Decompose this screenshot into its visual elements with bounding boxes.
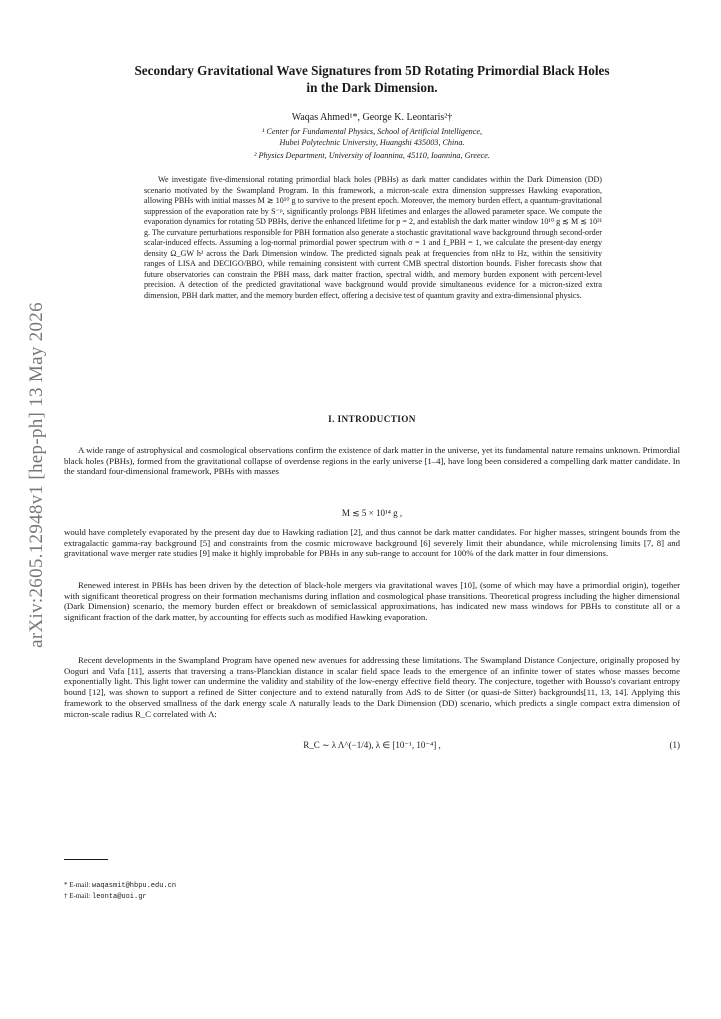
arxiv-identifier: arXiv:2605.12948v1 [hep-ph] 13 May 2026 [26, 302, 48, 648]
affiliation-2: ² Physics Department, University of Ioannina, 45110, Ioannina, Greece. [254, 151, 490, 160]
footnote-1 [64, 880, 176, 891]
section-heading-introduction: I. INTRODUCTION [328, 414, 416, 424]
footnote-rule [64, 859, 108, 860]
affiliation-1-line-1: ¹ Center for Fundamental Physics, School of Artificial Intelligence, [261, 127, 483, 136]
footnote-1-email: waqasmit@hbpu.edu.cn [92, 882, 177, 890]
affiliation-1-line-2: Hubei Polytechnic University, Huangshi 435003, China. [279, 138, 465, 147]
equation-mass-bound: M ≲ 5 × 10¹⁴ g , [341, 508, 403, 518]
abstract: We investigate five-dimensional rotating primordial black holes (PBHs) as dark matter candidates within the Dark Dimension (DD) scenario motivated by the Swampland Program. In this framework, a micron-scale extra dimension suppresses Hawking evaporation, allowing PBHs with initial masses M ≳ 10¹⁰ g to survive to the present epoch. Moreover, the memory burden effect, a quantum-gravitational suppression of the evaporation rate by S⁻ᵖ, significantly prolongs PBH lifetimes and enlarges the allowed parameter space. We compute the evaporation dynamics for rotating 5D PBHs, derive the enhanced lifetime for p = 2, and establish the dark matter window 10¹⁰ g ≲ M ≲ 10²¹ g. The curvature perturbations responsible for PBH formation also generate a stochastic gravitational wave background through second-order scalar-induced effects. Assuming a log-normal primordial power spectrum with σ = 1 and f_PBH = 1, we calculate the present-day energy density Ω_GW h² across the Dark Dimension window. The predicted signals peak at frequencies from nHz to Hz, within the sensitivity ranges of LISA and DECIGO/BBO, while remaining consistent with current CMB spectral distortion bounds. Fisher forecasts show that future observatories can constrain the PBH mass, dark matter fraction, spectral width, and memory burden exponent with percent-level precision. A detection of the predicted gravitational wave background would provide simultaneous evidence for a micron-sized extra dimension, PBH dark matter, and the memory burden effect, offering a decisive test of quantum gravity and extra-dimensional physics. [144, 175, 602, 300]
intro-paragraph-4: Recent developments in the Swampland Program have opened new avenues for addressing these limitations. The Swampland Distance Conjecture, originally proposed by Ooguri and Vafa [11], asserts that traversing a trans-Planckian distance in scalar field space leads to the emergence of an infinite tower of states whose masses become exponentially light. This light tower can undermine the validity and stability of the low-energy effective field theory. The conjecture, together with Bousso's covariant entropy bound [12], was shown to support a refined de Sitter conjecture and to extend naturally from AdS to de Sitter (or quasi-de Sitter) backgrounds[11, 13, 14]. Applying this framework to the observed smallness of the dark energy scale Λ naturally leads to the Dark Dimension (DD) scenario, which predicts a single compact extra dimension of micron-scale radius R_C correlated with Λ: [64, 655, 680, 719]
equation-1-body: R_C ∼ λ Λ^(−1/4), λ ∈ [10⁻¹, 10⁻⁴] , [303, 740, 441, 750]
title-line-1: Secondary Gravitational Wave Signatures from 5D Rotating Primordial Black Holes [134, 63, 610, 78]
intro-paragraph-1: A wide range of astrophysical and cosmological observations confirm the existence of dark matter in the universe, yet its fundamental nature remains unknown. Primordial black holes (PBHs), formed from the gravitational collapse of overdense regions in the early universe [1–4], have long been considered a compelling dark matter candidate. In the standard four-dimensional framework, PBHs with masses [64, 445, 680, 477]
footnote-2-email: leonta@uoi.gr [92, 893, 147, 901]
title-line-2: in the Dark Dimension. [306, 80, 438, 95]
equation-1 [64, 740, 680, 751]
footnote-1-label: * E-mail: [64, 881, 92, 889]
paper-title [64, 62, 680, 96]
arxiv-sidebar [12, 290, 62, 660]
intro-paragraph-3: Renewed interest in PBHs has been driven by the detection of black-hole mergers via gravitational waves [10], (some of which may have a primordial origin), together with significant theoretical progress on their formation mechanisms during inflation and cosmological phase transitions. Theoretical progress including the higher dimensional (Dark Dimension) scenario, the memory burden effect or breakdown of semiclassical approximations, has indicated new mass windows for PBHs to constitute all or a significant fraction of the dark matter, by accounting for effects such as modified Hawking evaporation. [64, 580, 680, 623]
author-list: Waqas Ahmed¹*, George K. Leontaris²† [291, 112, 453, 123]
footnote-2 [64, 891, 147, 902]
intro-paragraph-2: would have completely evaporated by the present day due to Hawking radiation [2], and thus cannot be dark matter candidates. For higher masses, stringent bounds from the extragalactic gamma-ray background [5] and constraints from the cosmic microwave background [6] severely limit their abundance, while microlensing limits [7, 8] and gravitational wave merger rate studies [9] make it highly improbable for PBHs in any sub-range to account for 100% of the dark matter in four dimensions. [64, 527, 680, 559]
equation-1-number: (1) [669, 740, 680, 750]
footnote-2-label: † E-mail: [64, 892, 92, 900]
